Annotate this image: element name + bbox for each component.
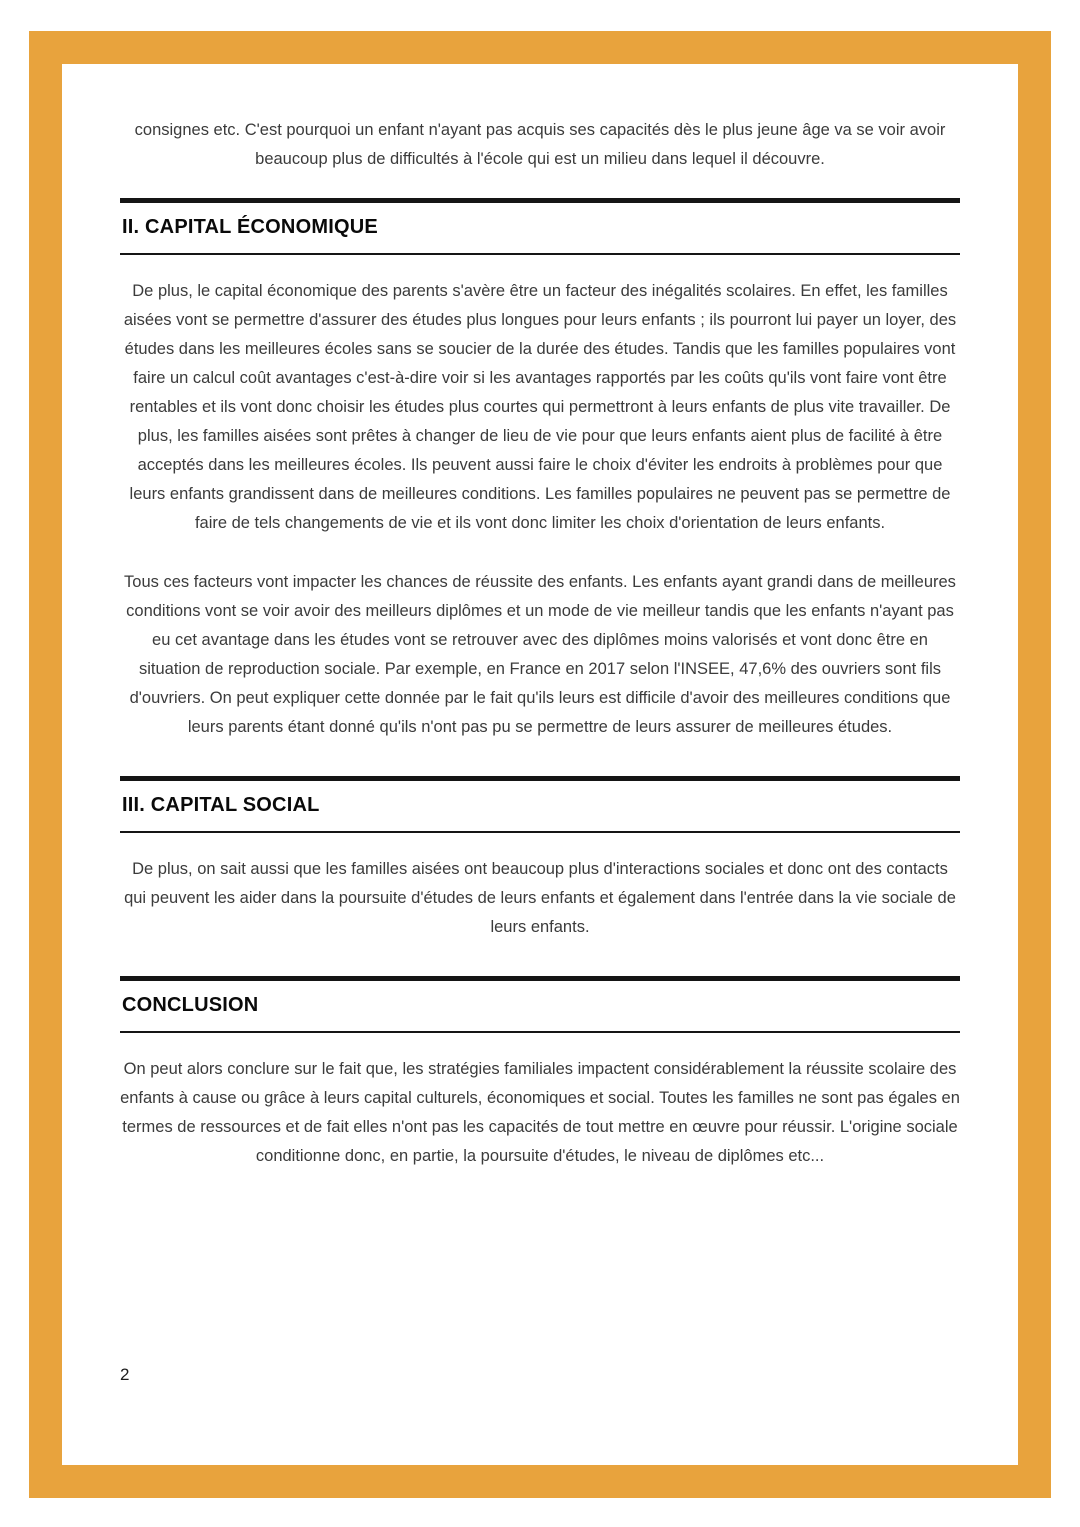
document-page [62, 64, 1018, 1465]
paragraph-conclusion-1: On peut alors conclure sur le fait que, les stratégies familiales impactent considérablement la réussite scolaire des enfants à cause ou grâce à leurs capital culturels, économiques et social. Toutes les familles ne sont pas égales en termes de ressources et de fait elles n'ont pas les capacités de tout mettre en œuvre pour réussir. L'origine sociale conditionne donc, en partie, la poursuite d'études, le niveau de diplômes etc... [120, 1060, 960, 1165]
page-number: 2 [120, 1365, 130, 1384]
paragraph-capital-social-1: De plus, on sait aussi que les familles aisées ont beaucoup plus d'interactions sociales et donc ont des contacts qui peuvent les aider dans la poursuite d'études de leurs enfants et également dans l'entrée dans la vie sociale de leurs enfants. [124, 860, 956, 936]
section-heading-conclusion: CONCLUSION [120, 976, 960, 1033]
document-content [62, 64, 1018, 1465]
paragraph-capital-economique-2: Tous ces facteurs vont impacter les chances de réussite des enfants. Les enfants ayant grandi dans de meilleures conditions vont se voir avoir des meilleurs diplômes et un mode de vie meilleur tandis que les enfants n'ayant pas eu cet avantage dans les études vont se retrouver avec des diplômes moins valorisés et vont donc être en situation de reproduction sociale. Par exemple, en France en 2017 selon l'INSEE, 47,6% des ouvriers sont fils d'ouvriers. On peut expliquer cette donnée par le fait qu'ils leurs est difficile d'avoir des meilleures conditions que leurs parents étant donné qu'ils n'ont pas pu se permettre de leurs assurer de meilleures études. [124, 573, 956, 736]
paragraph-capital-economique-1: De plus, le capital économique des parents s'avère être un facteur des inégalités scolaires. En effet, les familles aisées vont se permettre d'assurer des études plus longues pour leurs enfants ; ils pourront lui payer un loyer, des études dans les meilleures écoles sans se soucier de la durée des études. Tandis que les familles populaires vont faire un calcul coût avantages c'est-à-dire voir si les avantages rapportés par les coûts qu'ils vont faire vont être rentables et ils vont donc choisir les études plus courtes qui permettront à leurs enfants de plus vite travailler. De plus, les familles aisées sont prêtes à changer de lieu de vie pour que leurs enfants aient plus de facilité à être acceptés dans les meilleures écoles. Ils peuvent aussi faire le choix d'éviter les endroits à problèmes pour que leurs enfants grandissent dans de meilleures conditions. Les familles populaires ne peuvent pas se permettre de faire de tels changements de vie et ils vont donc limiter les choix d'orientation de leurs enfants. [123, 282, 957, 532]
section-heading-capital-social: III. CAPITAL SOCIAL [120, 776, 960, 833]
section-heading-capital-economique: II. CAPITAL ÉCONOMIQUE [120, 198, 960, 255]
intro-paragraph: consignes etc. C'est pourquoi un enfant n'ayant pas acquis ses capacités dès le plus jeune âge va se voir avoir beaucoup plus de difficultés à l'école qui est un milieu dans lequel il découvre. [134, 121, 946, 168]
page-border-frame [29, 31, 1051, 1498]
